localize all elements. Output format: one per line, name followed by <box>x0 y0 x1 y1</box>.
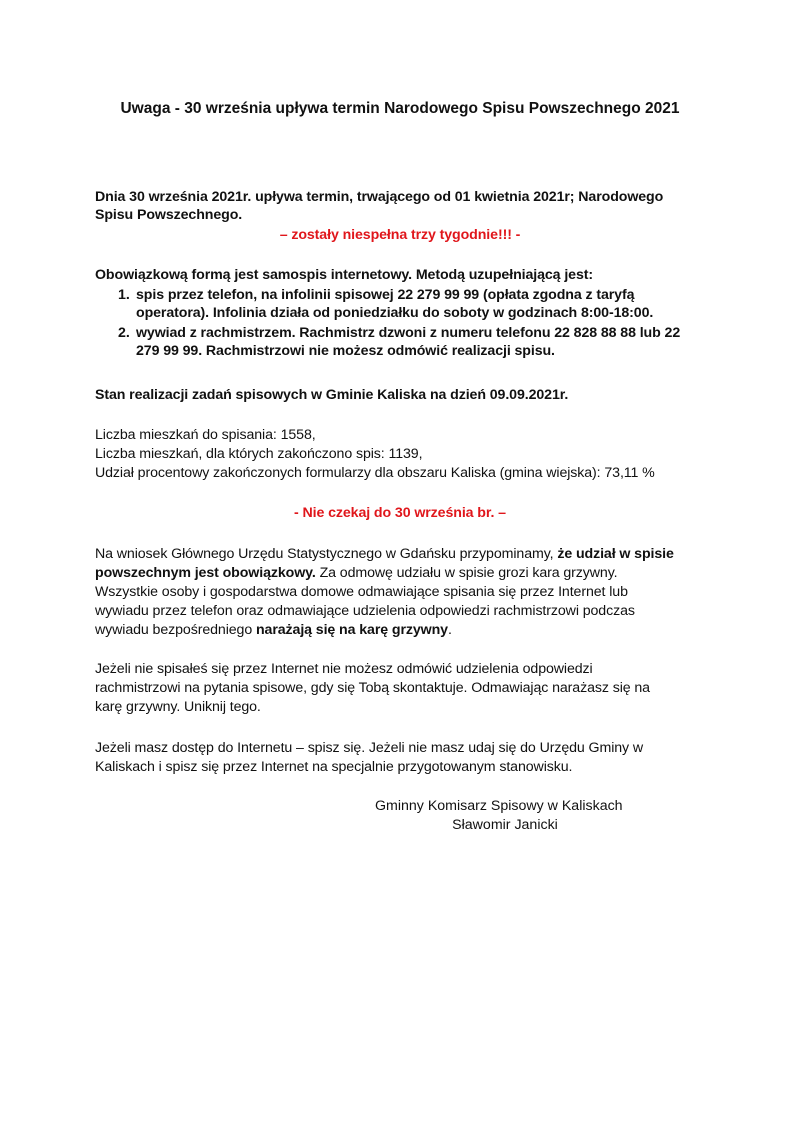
document-title: Uwaga - 30 września upływa termin Narodowego Spisu Powszechnego 2021 <box>120 100 680 117</box>
list-item-1-line-1: spis przez telefon, na infolinii spisowej 22 279 99 99 (opłata zgodna z taryfą <box>136 287 635 303</box>
list-item-2-line-2: 279 99 99. Rachmistrzowi nie możesz odmówić realizacji spisu. <box>136 343 555 359</box>
list-item-2-line-1: wywiad z rachmistrzem. Rachmistrz dzwoni z numeru telefonu 22 828 88 88 lub 22 <box>136 325 681 341</box>
warning-text: – zostały niespełna trzy tygodnie!!! - <box>279 227 521 243</box>
status-heading: Stan realizacji zadań spisowych w Gminie Kaliska na dzień 09.09.2021r. <box>95 387 569 403</box>
access-line-1: Jeżeli masz dostęp do Internetu – spisz się. Jeżeli nie masz udaj się do Urzędu Gminy w <box>95 740 644 756</box>
obligation-text: Na wniosek Głównego Urzędu Statystycznego w Gdańsku przypominamy, <box>95 546 558 562</box>
list-item-1-line-2: operatora). Infolinia działa od poniedziałku do soboty w godzinach 8:00-18:00. <box>136 305 654 321</box>
obligation-line-4: wywiadu przez telefon oraz odmawiające udzielenia odpowiedzi rachmistrzowi podczas <box>95 603 635 619</box>
refusal-line-1: Jeżeli nie spisałeś się przez Internet nie możesz odmówić udzielenia odpowiedzi <box>95 661 593 677</box>
status-line-1: Liczba mieszkań do spisania: 1558, <box>95 427 316 443</box>
refusal-line-2: rachmistrzowi na pytania spisowe, gdy się Tobą skontaktuje. Odmawiając narażasz się na <box>95 680 650 696</box>
list-item-number: 1. <box>118 287 130 303</box>
obligation-text: Za odmowę udziału w spisie grozi kara grzywny. <box>315 565 618 581</box>
status-line-3: Udział procentowy zakończonych formularzy dla obszaru Kaliska (gmina wiejska): 73,11 % <box>95 465 655 481</box>
intro-line-1: Dnia 30 września 2021r. upływa termin, trwającego od 01 kwietnia 2021r; Narodowego <box>95 189 664 205</box>
obligation-text: wywiadu bezpośredniego <box>95 622 256 638</box>
access-line-2: Kaliskach i spisz się przez Internet na specjalnie przygotowanym stanowisku. <box>95 759 573 775</box>
obligation-line-5 <box>95 621 452 639</box>
obligation-text: . <box>447 622 452 638</box>
reminder-text: - Nie czekaj do 30 września br. – <box>294 505 506 521</box>
obligation-emphasis: że udział w spisie <box>557 546 674 562</box>
methods-heading: Obowiązkową formą jest samospis internetowy. Metodą uzupełniającą jest: <box>95 267 593 283</box>
fine-warning-emphasis: narażają się na karę grzywny <box>255 622 448 638</box>
obligation-line-3: Wszystkie osoby i gospodarstwa domowe odmawiające spisania się przez Internet lub <box>95 584 628 600</box>
refusal-line-3: karę grzywny. Uniknij tego. <box>95 699 261 715</box>
intro-line-2: Spisu Powszechnego. <box>95 207 243 223</box>
signature-name: Sławomir Janicki <box>452 817 558 833</box>
list-item-number: 2. <box>118 325 130 341</box>
obligation-emphasis: powszechnym jest obowiązkowy. <box>95 565 316 581</box>
signature-role: Gminny Komisarz Spisowy w Kaliskach <box>375 798 623 814</box>
obligation-line-2 <box>95 564 618 582</box>
status-line-2: Liczba mieszkań, dla których zakończono spis: 1139, <box>95 446 423 462</box>
obligation-line-1 <box>95 545 674 563</box>
